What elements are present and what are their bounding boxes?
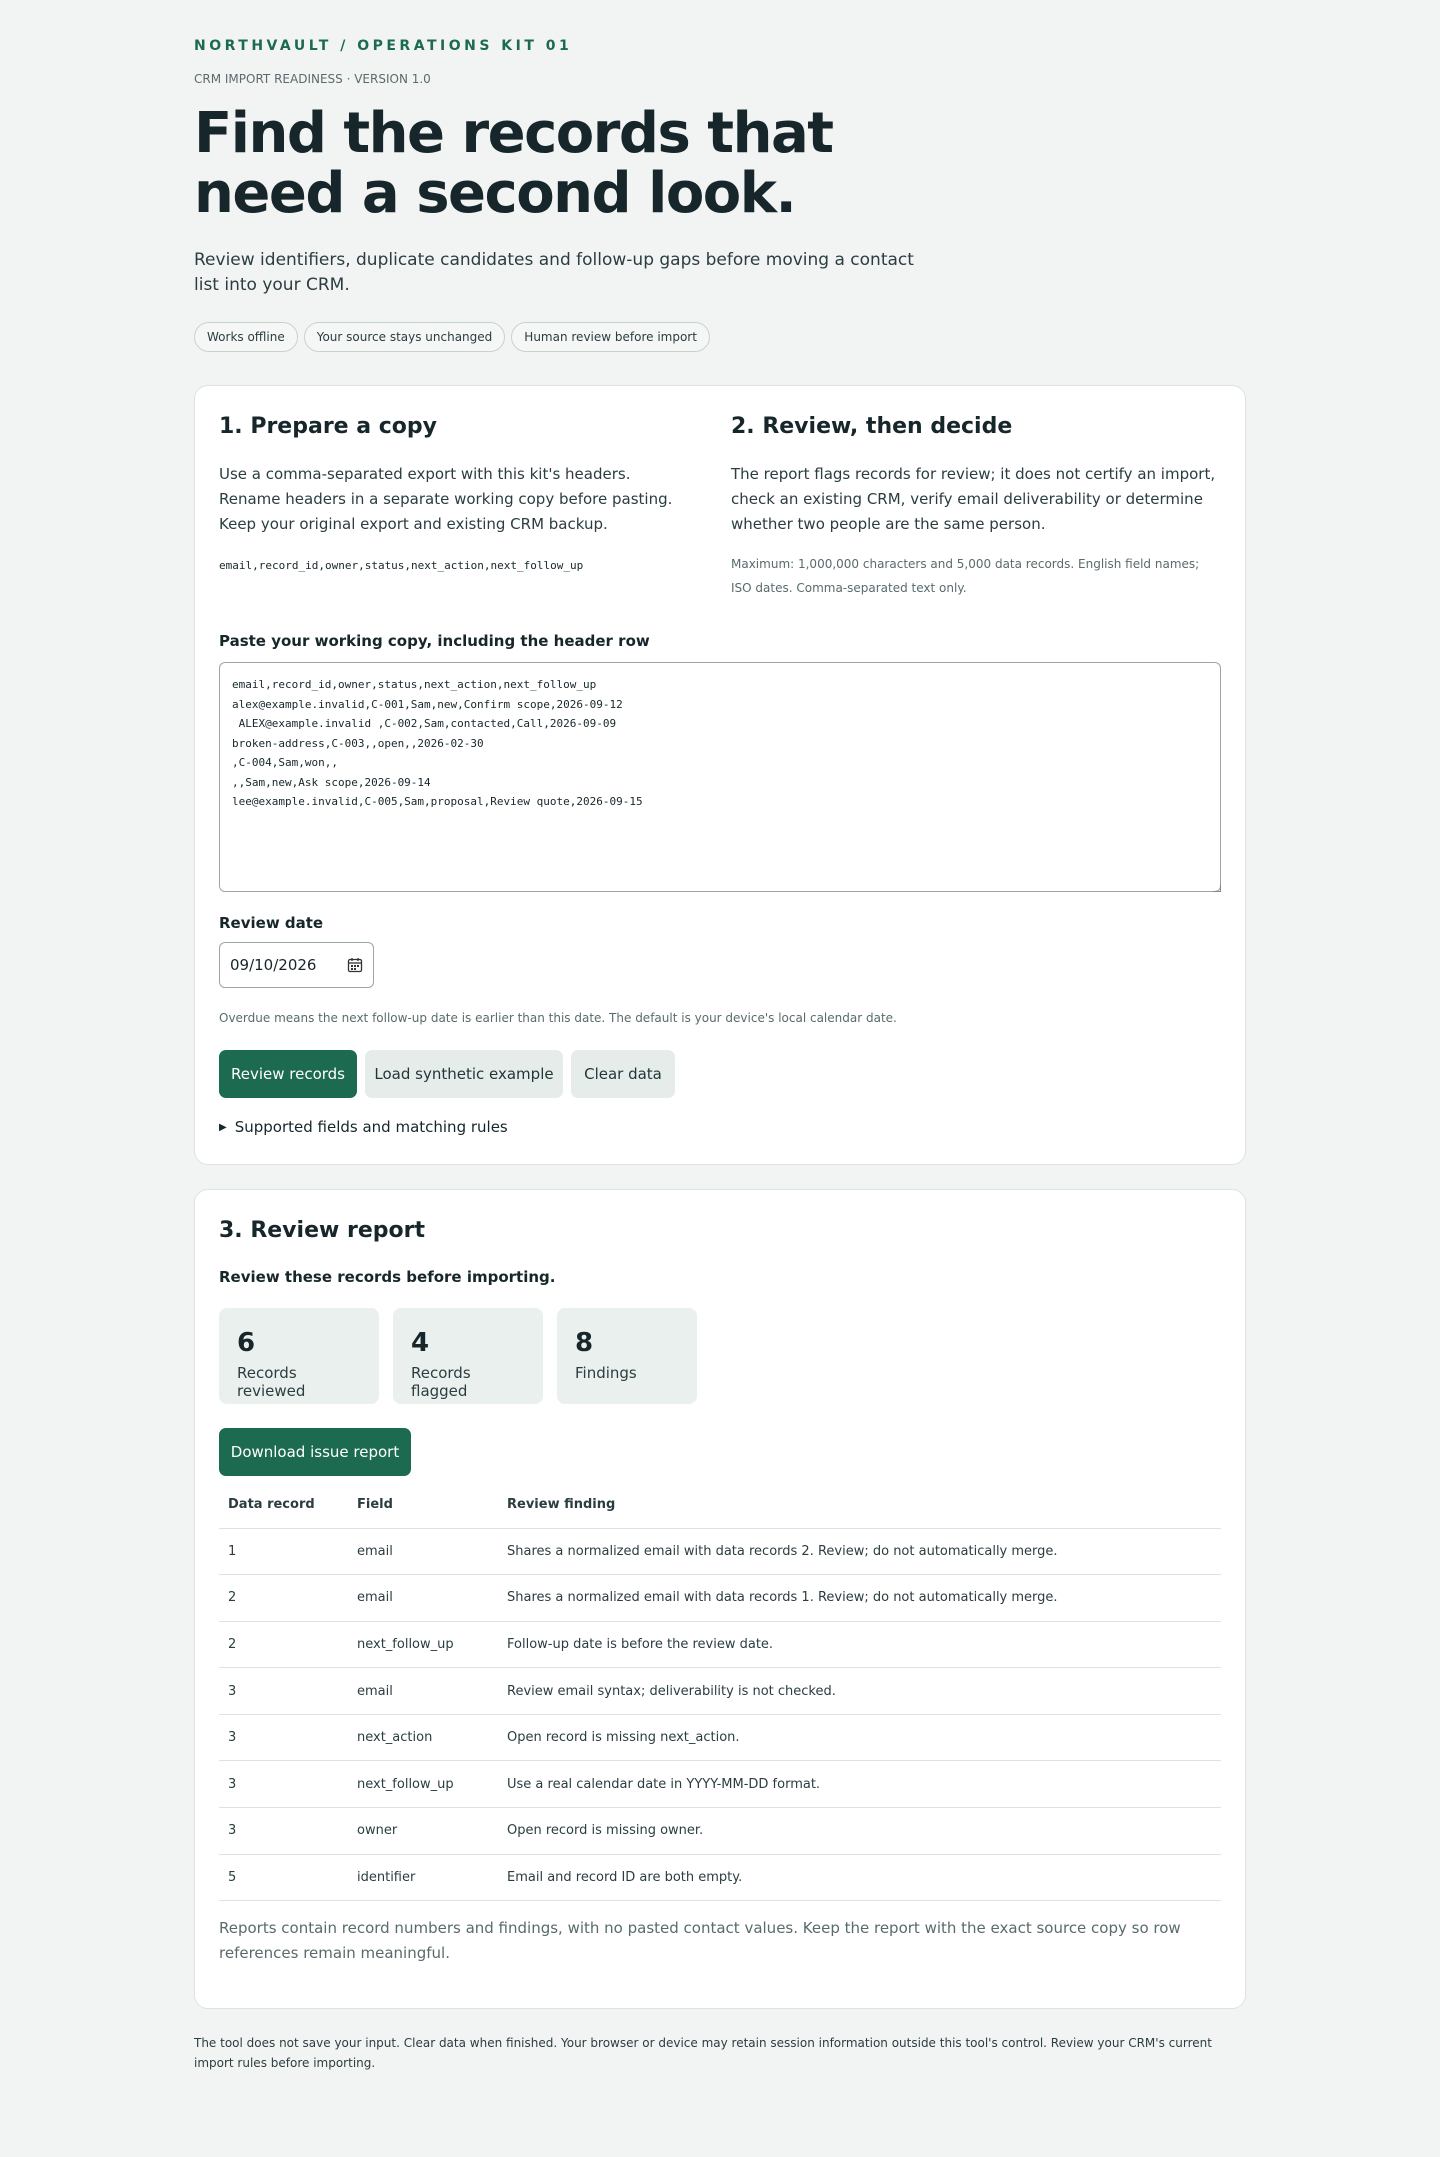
- disclosure-triangle-icon: ▶: [219, 1122, 227, 1133]
- page-title: Find the records that need a second look.: [194, 101, 833, 226]
- load-example-button[interactable]: Load synthetic example: [365, 1050, 563, 1098]
- cell-field: next_action: [348, 1714, 498, 1761]
- table-row: [219, 1575, 1221, 1622]
- disclosure-label: Supported fields and matching rules: [234, 1118, 508, 1136]
- calendar-icon[interactable]: [347, 957, 363, 973]
- cell-data-record: 2: [219, 1575, 348, 1622]
- table-row: [219, 1621, 1221, 1668]
- stat-label: Findings: [575, 1364, 637, 1382]
- cell-finding: Review email syntax; deliverability is not checked.: [498, 1668, 1221, 1715]
- stat-label: Records flagged: [411, 1364, 471, 1400]
- review-date-label: Review date: [219, 914, 324, 932]
- stat-records-flagged: [393, 1308, 543, 1404]
- table-row: [219, 1714, 1221, 1761]
- cell-data-record: 1: [219, 1528, 348, 1575]
- chip-offline: Works offline: [194, 322, 298, 352]
- cell-finding: Use a real calendar date in YYYY-MM-DD format.: [498, 1761, 1221, 1808]
- cell-field: next_follow_up: [348, 1761, 498, 1808]
- report-note: Reports contain record numbers and findings, with no pasted contact values. Keep the report with the exact source copy so row references remain meaningful.: [219, 1919, 1181, 1962]
- version-label: CRM IMPORT READINESS · VERSION 1.0: [194, 72, 431, 86]
- paste-label: Paste your working copy, including the header row: [219, 632, 650, 650]
- cell-finding: Email and record ID are both empty.: [498, 1854, 1221, 1901]
- required-headers: email,record_id,owner,status,next_action,next_follow_up: [219, 559, 584, 572]
- cell-finding: Shares a normalized email with data records 2. Review; do not automatically merge.: [498, 1528, 1221, 1575]
- cell-data-record: 3: [219, 1668, 348, 1715]
- resize-handle-icon[interactable]: [1213, 884, 1221, 892]
- report-card: [194, 1189, 1246, 2009]
- cell-field: next_follow_up: [348, 1621, 498, 1668]
- chip-source-unchanged: Your source stays unchanged: [304, 322, 506, 352]
- privacy-footer: The tool does not save your input. Clear data when finished. Your browser or device may retain session information outside this tool's control. Review your CRM's current import rules before importing.: [194, 2036, 1212, 2070]
- review-date-input[interactable]: [219, 942, 374, 988]
- review-date-value: 09/10/2026: [230, 956, 317, 974]
- col-field: Field: [348, 1482, 498, 1528]
- cell-data-record: 3: [219, 1761, 348, 1808]
- stat-value: 6: [237, 1328, 256, 1358]
- stat-value: 8: [575, 1328, 594, 1358]
- table-row: [219, 1854, 1221, 1901]
- cell-data-record: 3: [219, 1714, 348, 1761]
- download-report-button[interactable]: Download issue report: [219, 1428, 411, 1476]
- csv-input[interactable]: email,record_id,owner,status,next_action,next_follow_up alex@example.invalid,C-001,Sam,new,Confirm scope,2026-09-12 ALEX@example.invalid ,C-002,Sam,contacted,Call,2026-09-09 broken-address,C-003,,open,,2026-02-30 ,C-004,Sam,won,, ,,Sam,new,Ask scope,2026-09-14 lee@example.invalid,C-005,Sam,proposal,Review quote,2026-09-15: [219, 662, 1221, 892]
- report-title: 3. Review report: [219, 1218, 425, 1243]
- stat-label: Records reviewed: [237, 1364, 306, 1400]
- table-row: [219, 1761, 1221, 1808]
- feature-chips: [194, 322, 710, 352]
- clear-data-button[interactable]: Clear data: [571, 1050, 675, 1098]
- review-decide-text: The report flags records for review; it does not certify an import, check an existing CRM, verify email deliverability or determine whether two people are the same person.: [731, 465, 1216, 533]
- stat-findings: [557, 1308, 697, 1404]
- cell-field: identifier: [348, 1854, 498, 1901]
- prepare-title: 1. Prepare a copy: [219, 414, 437, 439]
- table-row: [219, 1808, 1221, 1855]
- cell-finding: Open record is missing owner.: [498, 1808, 1221, 1855]
- supported-fields-disclosure[interactable]: [219, 1118, 508, 1136]
- cell-data-record: 2: [219, 1621, 348, 1668]
- cell-data-record: 5: [219, 1854, 348, 1901]
- review-decide-title: 2. Review, then decide: [731, 414, 1013, 439]
- prepare-text: Use a comma-separated export with this kit's headers. Rename headers in a separate working copy before pasting. Keep your original export and existing CRM backup.: [219, 465, 673, 533]
- table-header-row: [219, 1482, 1221, 1528]
- table-row: [219, 1668, 1221, 1715]
- cell-field: email: [348, 1575, 498, 1622]
- findings-table: [219, 1482, 1221, 1901]
- col-review-finding: Review finding: [498, 1482, 1221, 1528]
- table-row: [219, 1528, 1221, 1575]
- cell-finding: Follow-up date is before the review date.: [498, 1621, 1221, 1668]
- review-date-help: Overdue means the next follow-up date is earlier than this date. The default is your device's local calendar date.: [219, 1011, 897, 1025]
- stat-records-reviewed: [219, 1308, 379, 1404]
- cell-field: email: [348, 1528, 498, 1575]
- stat-value: 4: [411, 1328, 430, 1358]
- cell-data-record: 3: [219, 1808, 348, 1855]
- brand-kicker: NORTHVAULT / OPERATIONS KIT 01: [194, 38, 573, 54]
- cell-finding: Open record is missing next_action.: [498, 1714, 1221, 1761]
- cell-field: email: [348, 1668, 498, 1715]
- input-card: [194, 385, 1246, 1165]
- review-records-button[interactable]: Review records: [219, 1050, 357, 1098]
- page-lead: Review identifiers, duplicate candidates and follow-up gaps before moving a contact list into your CRM.: [194, 250, 914, 295]
- cell-finding: Shares a normalized email with data records 1. Review; do not automatically merge.: [498, 1575, 1221, 1622]
- input-limits: Maximum: 1,000,000 characters and 5,000 data records. English field names; ISO dates. Comma-separated text only.: [731, 557, 1200, 595]
- col-data-record: Data record: [219, 1482, 348, 1528]
- chip-human-review: Human review before import: [511, 322, 710, 352]
- report-subtitle: Review these records before importing.: [219, 1268, 556, 1286]
- cell-field: owner: [348, 1808, 498, 1855]
